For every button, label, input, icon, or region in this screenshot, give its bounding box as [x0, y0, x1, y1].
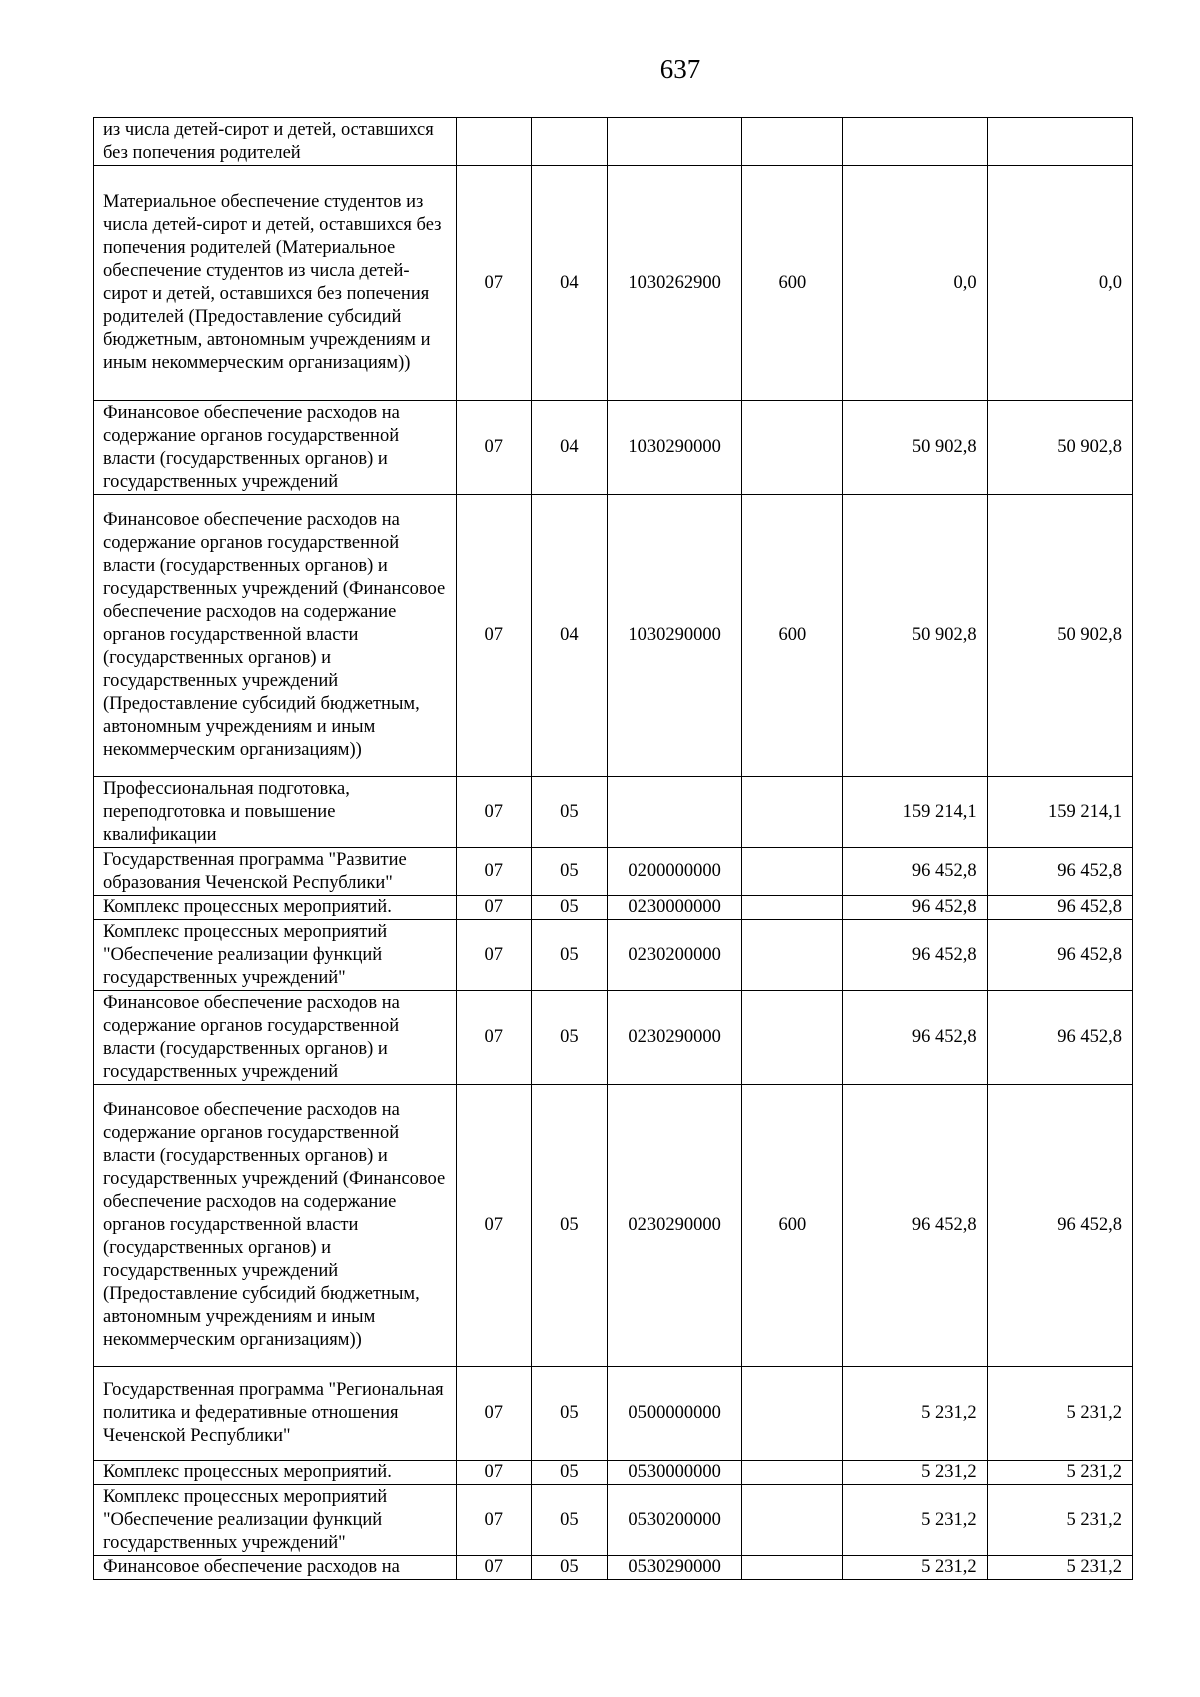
expense-type-cell [742, 896, 843, 920]
expense-type-cell [742, 920, 843, 991]
amount-year1-cell [843, 118, 987, 166]
subsection-code-cell: 04 [531, 401, 607, 495]
target-article-cell: 1030290000 [607, 495, 741, 777]
row-name-cell: Комплекс процессных мероприятий. [94, 1461, 457, 1485]
subsection-code-cell: 05 [531, 920, 607, 991]
target-article-cell: 1030262900 [607, 166, 741, 401]
subsection-code-cell: 05 [531, 896, 607, 920]
budget-table [93, 117, 1133, 1580]
subsection-code-cell: 05 [531, 1556, 607, 1580]
amount-year2-cell: 50 902,8 [987, 495, 1132, 777]
expense-type-cell [742, 848, 843, 896]
row-name-cell: из числа детей-сирот и детей, оставшихся без попечения родителей [94, 118, 457, 166]
section-code-cell: 07 [456, 1085, 531, 1367]
table-row [94, 1461, 1133, 1485]
subsection-code-cell: 05 [531, 848, 607, 896]
section-code-cell [456, 118, 531, 166]
section-code-cell: 07 [456, 401, 531, 495]
subsection-code-cell: 05 [531, 1485, 607, 1556]
target-article-cell: 0230200000 [607, 920, 741, 991]
expense-type-cell [742, 1461, 843, 1485]
section-code-cell: 07 [456, 495, 531, 777]
table-row [94, 401, 1133, 495]
table-row [94, 1485, 1133, 1556]
subsection-code-cell: 05 [531, 1367, 607, 1461]
subsection-code-cell: 05 [531, 777, 607, 848]
amount-year1-cell: 50 902,8 [843, 401, 987, 495]
expense-type-cell [742, 1556, 843, 1580]
table-row [94, 920, 1133, 991]
table-row [94, 166, 1133, 401]
target-article-cell: 0530200000 [607, 1485, 741, 1556]
amount-year1-cell: 96 452,8 [843, 991, 987, 1085]
target-article-cell: 0530290000 [607, 1556, 741, 1580]
amount-year2-cell: 5 231,2 [987, 1461, 1132, 1485]
amount-year2-cell: 96 452,8 [987, 1085, 1132, 1367]
target-article-cell: 0230000000 [607, 896, 741, 920]
row-name-cell: Финансовое обеспечение расходов на содержание органов государственной власти (государственных органов) и государственных учреждений (Финансовое обеспечение расходов на содержание органов государственной власти (государственных органов) и государственных учреждений (Предоставление субсидий бюджетным, автономным учреждениям и иным некоммерческим организациям)) [94, 495, 457, 777]
section-code-cell: 07 [456, 777, 531, 848]
amount-year2-cell [987, 118, 1132, 166]
section-code-cell: 07 [456, 920, 531, 991]
amount-year2-cell: 50 902,8 [987, 401, 1132, 495]
amount-year2-cell: 5 231,2 [987, 1556, 1132, 1580]
expense-type-cell: 600 [742, 166, 843, 401]
amount-year2-cell: 0,0 [987, 166, 1132, 401]
expense-type-cell [742, 401, 843, 495]
target-article-cell [607, 777, 741, 848]
subsection-code-cell: 05 [531, 991, 607, 1085]
expense-type-cell: 600 [742, 1085, 843, 1367]
row-name-cell: Комплекс процессных мероприятий "Обеспечение реализации функций государственных учреждений" [94, 920, 457, 991]
section-code-cell: 07 [456, 991, 531, 1085]
amount-year1-cell: 5 231,2 [843, 1556, 987, 1580]
row-name-cell: Материальное обеспечение студентов из числа детей-сирот и детей, оставшихся без попечения родителей (Материальное обеспечение студентов из числа детей-сирот и детей, оставшихся без попечения родителей (Предоставление субсидий бюджетным, автономным учреждениям и иным некоммерческим организациям)) [94, 166, 457, 401]
expense-type-cell [742, 118, 843, 166]
amount-year1-cell: 159 214,1 [843, 777, 987, 848]
section-code-cell: 07 [456, 848, 531, 896]
target-article-cell: 0200000000 [607, 848, 741, 896]
page-number: 637 [659, 54, 701, 84]
subsection-code-cell: 04 [531, 166, 607, 401]
table-row [94, 1556, 1133, 1580]
amount-year1-cell: 5 231,2 [843, 1461, 987, 1485]
amount-year1-cell: 50 902,8 [843, 495, 987, 777]
section-code-cell: 07 [456, 896, 531, 920]
table-row [94, 896, 1133, 920]
target-article-cell: 0530000000 [607, 1461, 741, 1485]
row-name-cell: Комплекс процессных мероприятий. [94, 896, 457, 920]
subsection-code-cell [531, 118, 607, 166]
row-name-cell: Комплекс процессных мероприятий "Обеспечение реализации функций государственных учреждений" [94, 1485, 457, 1556]
table-row [94, 1367, 1133, 1461]
subsection-code-cell: 05 [531, 1461, 607, 1485]
expense-type-cell [742, 991, 843, 1085]
target-article-cell: 0230290000 [607, 1085, 741, 1367]
target-article-cell: 0230290000 [607, 991, 741, 1085]
row-name-cell: Профессиональная подготовка, переподготовка и повышение квалификации [94, 777, 457, 848]
row-name-cell: Финансовое обеспечение расходов на содержание органов государственной власти (государственных органов) и государственных учреждений (Финансовое обеспечение расходов на содержание органов государственной власти (государственных органов) и государственных учреждений (Предоставление субсидий бюджетным, автономным учреждениям и иным некоммерческим организациям)) [94, 1085, 457, 1367]
table-body [94, 118, 1133, 1580]
amount-year1-cell: 96 452,8 [843, 920, 987, 991]
expense-type-cell [742, 1485, 843, 1556]
amount-year1-cell: 96 452,8 [843, 1085, 987, 1367]
row-name-cell: Государственная программа "Развитие образования Чеченской Республики" [94, 848, 457, 896]
amount-year1-cell: 0,0 [843, 166, 987, 401]
target-article-cell [607, 118, 741, 166]
section-code-cell: 07 [456, 166, 531, 401]
table-row [94, 495, 1133, 777]
row-name-cell: Финансовое обеспечение расходов на содержание органов государственной власти (государственных органов) и государственных учреждений [94, 401, 457, 495]
table-row [94, 848, 1133, 896]
amount-year2-cell: 5 231,2 [987, 1367, 1132, 1461]
amount-year2-cell: 96 452,8 [987, 848, 1132, 896]
row-name-cell: Финансовое обеспечение расходов на [94, 1556, 457, 1580]
table-row [94, 118, 1133, 166]
row-name-cell: Финансовое обеспечение расходов на содержание органов государственной власти (государственных органов) и государственных учреждений [94, 991, 457, 1085]
amount-year2-cell: 96 452,8 [987, 896, 1132, 920]
amount-year1-cell: 96 452,8 [843, 896, 987, 920]
subsection-code-cell: 05 [531, 1085, 607, 1367]
table-row [94, 777, 1133, 848]
section-code-cell: 07 [456, 1485, 531, 1556]
target-article-cell: 0500000000 [607, 1367, 741, 1461]
amount-year1-cell: 96 452,8 [843, 848, 987, 896]
amount-year1-cell: 5 231,2 [843, 1367, 987, 1461]
amount-year2-cell: 96 452,8 [987, 920, 1132, 991]
table-row [94, 1085, 1133, 1367]
expense-type-cell: 600 [742, 495, 843, 777]
section-code-cell: 07 [456, 1461, 531, 1485]
expense-type-cell [742, 1367, 843, 1461]
section-code-cell: 07 [456, 1367, 531, 1461]
row-name-cell: Государственная программа "Региональная политика и федеративные отношения Чеченской Республики" [94, 1367, 457, 1461]
table-row [94, 991, 1133, 1085]
amount-year1-cell: 5 231,2 [843, 1485, 987, 1556]
amount-year2-cell: 159 214,1 [987, 777, 1132, 848]
amount-year2-cell: 5 231,2 [987, 1485, 1132, 1556]
expense-type-cell [742, 777, 843, 848]
subsection-code-cell: 04 [531, 495, 607, 777]
section-code-cell: 07 [456, 1556, 531, 1580]
amount-year2-cell: 96 452,8 [987, 991, 1132, 1085]
target-article-cell: 1030290000 [607, 401, 741, 495]
